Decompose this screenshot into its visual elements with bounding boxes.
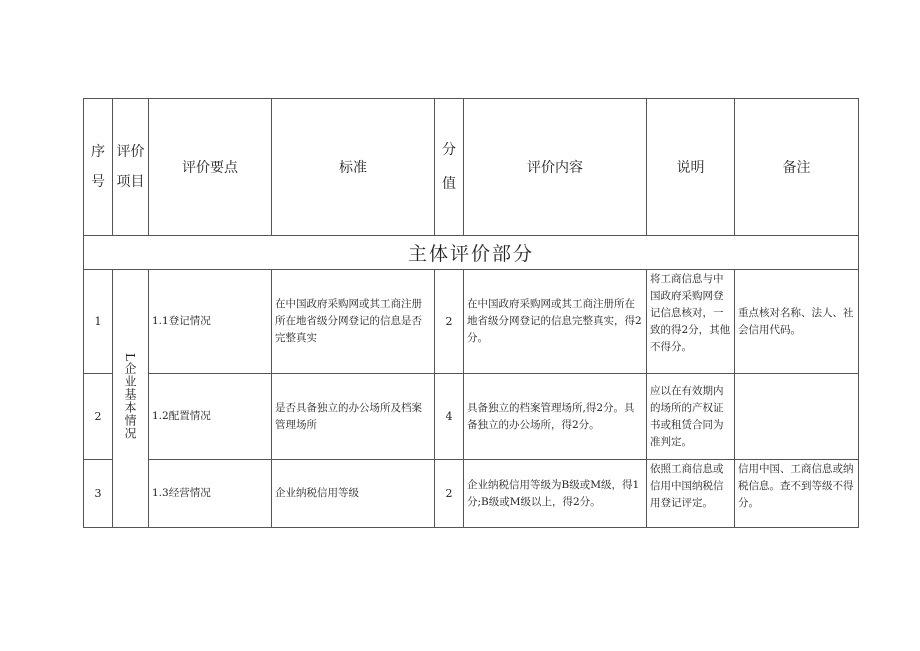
row-explain: 将工商信息与中国政府采购网登记信息核对，一致的得2分，其他不得分。 [647,270,735,374]
row-seq: 1 [84,270,113,374]
row-content: 在中国政府采购网或其工商注册所在地省级分网登记的信息完整真实，得2分。 [464,270,647,374]
row-remark: 信用中国、工商信息或纳税信息。查不到等级不得分。 [735,460,859,528]
table-row [84,270,859,374]
category-cell [113,270,149,528]
row-score: 2 [435,460,464,528]
row-point: 1.3经营情况 [149,460,272,528]
section-title: 主体评价部分 [84,236,859,270]
header-seq: 序号 [84,99,113,236]
row-content: 具备独立的档案管理场所,得2分。具备独立的办公场所，得2分。 [464,374,647,460]
table-row [84,374,859,460]
row-seq: 2 [84,374,113,460]
section-row [84,236,859,270]
header-row [84,99,859,236]
row-remark [735,374,859,460]
row-explain: 应以在有效期内的场所的产权证书或租赁合同为准判定。 [647,374,735,460]
header-remark: 备注 [735,99,859,236]
table-row [84,460,859,528]
header-score: 分值 [435,99,464,236]
header-explain: 说明 [647,99,735,236]
row-explain: 依照工商信息或信用中国纳税信用登记评定。 [647,460,735,528]
evaluation-table [83,98,859,528]
row-standard: 企业纳税信用等级 [272,460,435,528]
row-point: 1.2配置情况 [149,374,272,460]
row-score: 4 [435,374,464,460]
row-standard: 在中国政府采购网或其工商注册所在地省级分网登记的信息是否完整真实 [272,270,435,374]
category-label: L企业基本情况 [123,353,137,440]
row-remark: 重点核对名称、法人、社会信用代码。 [735,270,859,374]
header-content: 评价内容 [464,99,647,236]
row-seq: 3 [84,460,113,528]
header-item: 评价项目 [113,99,149,236]
row-standard: 是否具备独立的办公场所及档案管理场所 [272,374,435,460]
row-point: 1.1登记情况 [149,270,272,374]
row-score: 2 [435,270,464,374]
header-standard: 标准 [272,99,435,236]
header-points: 评价要点 [149,99,272,236]
row-content: 企业纳税信用等级为B级或M级，得1分;B级或M级以上，得2分。 [464,460,647,528]
